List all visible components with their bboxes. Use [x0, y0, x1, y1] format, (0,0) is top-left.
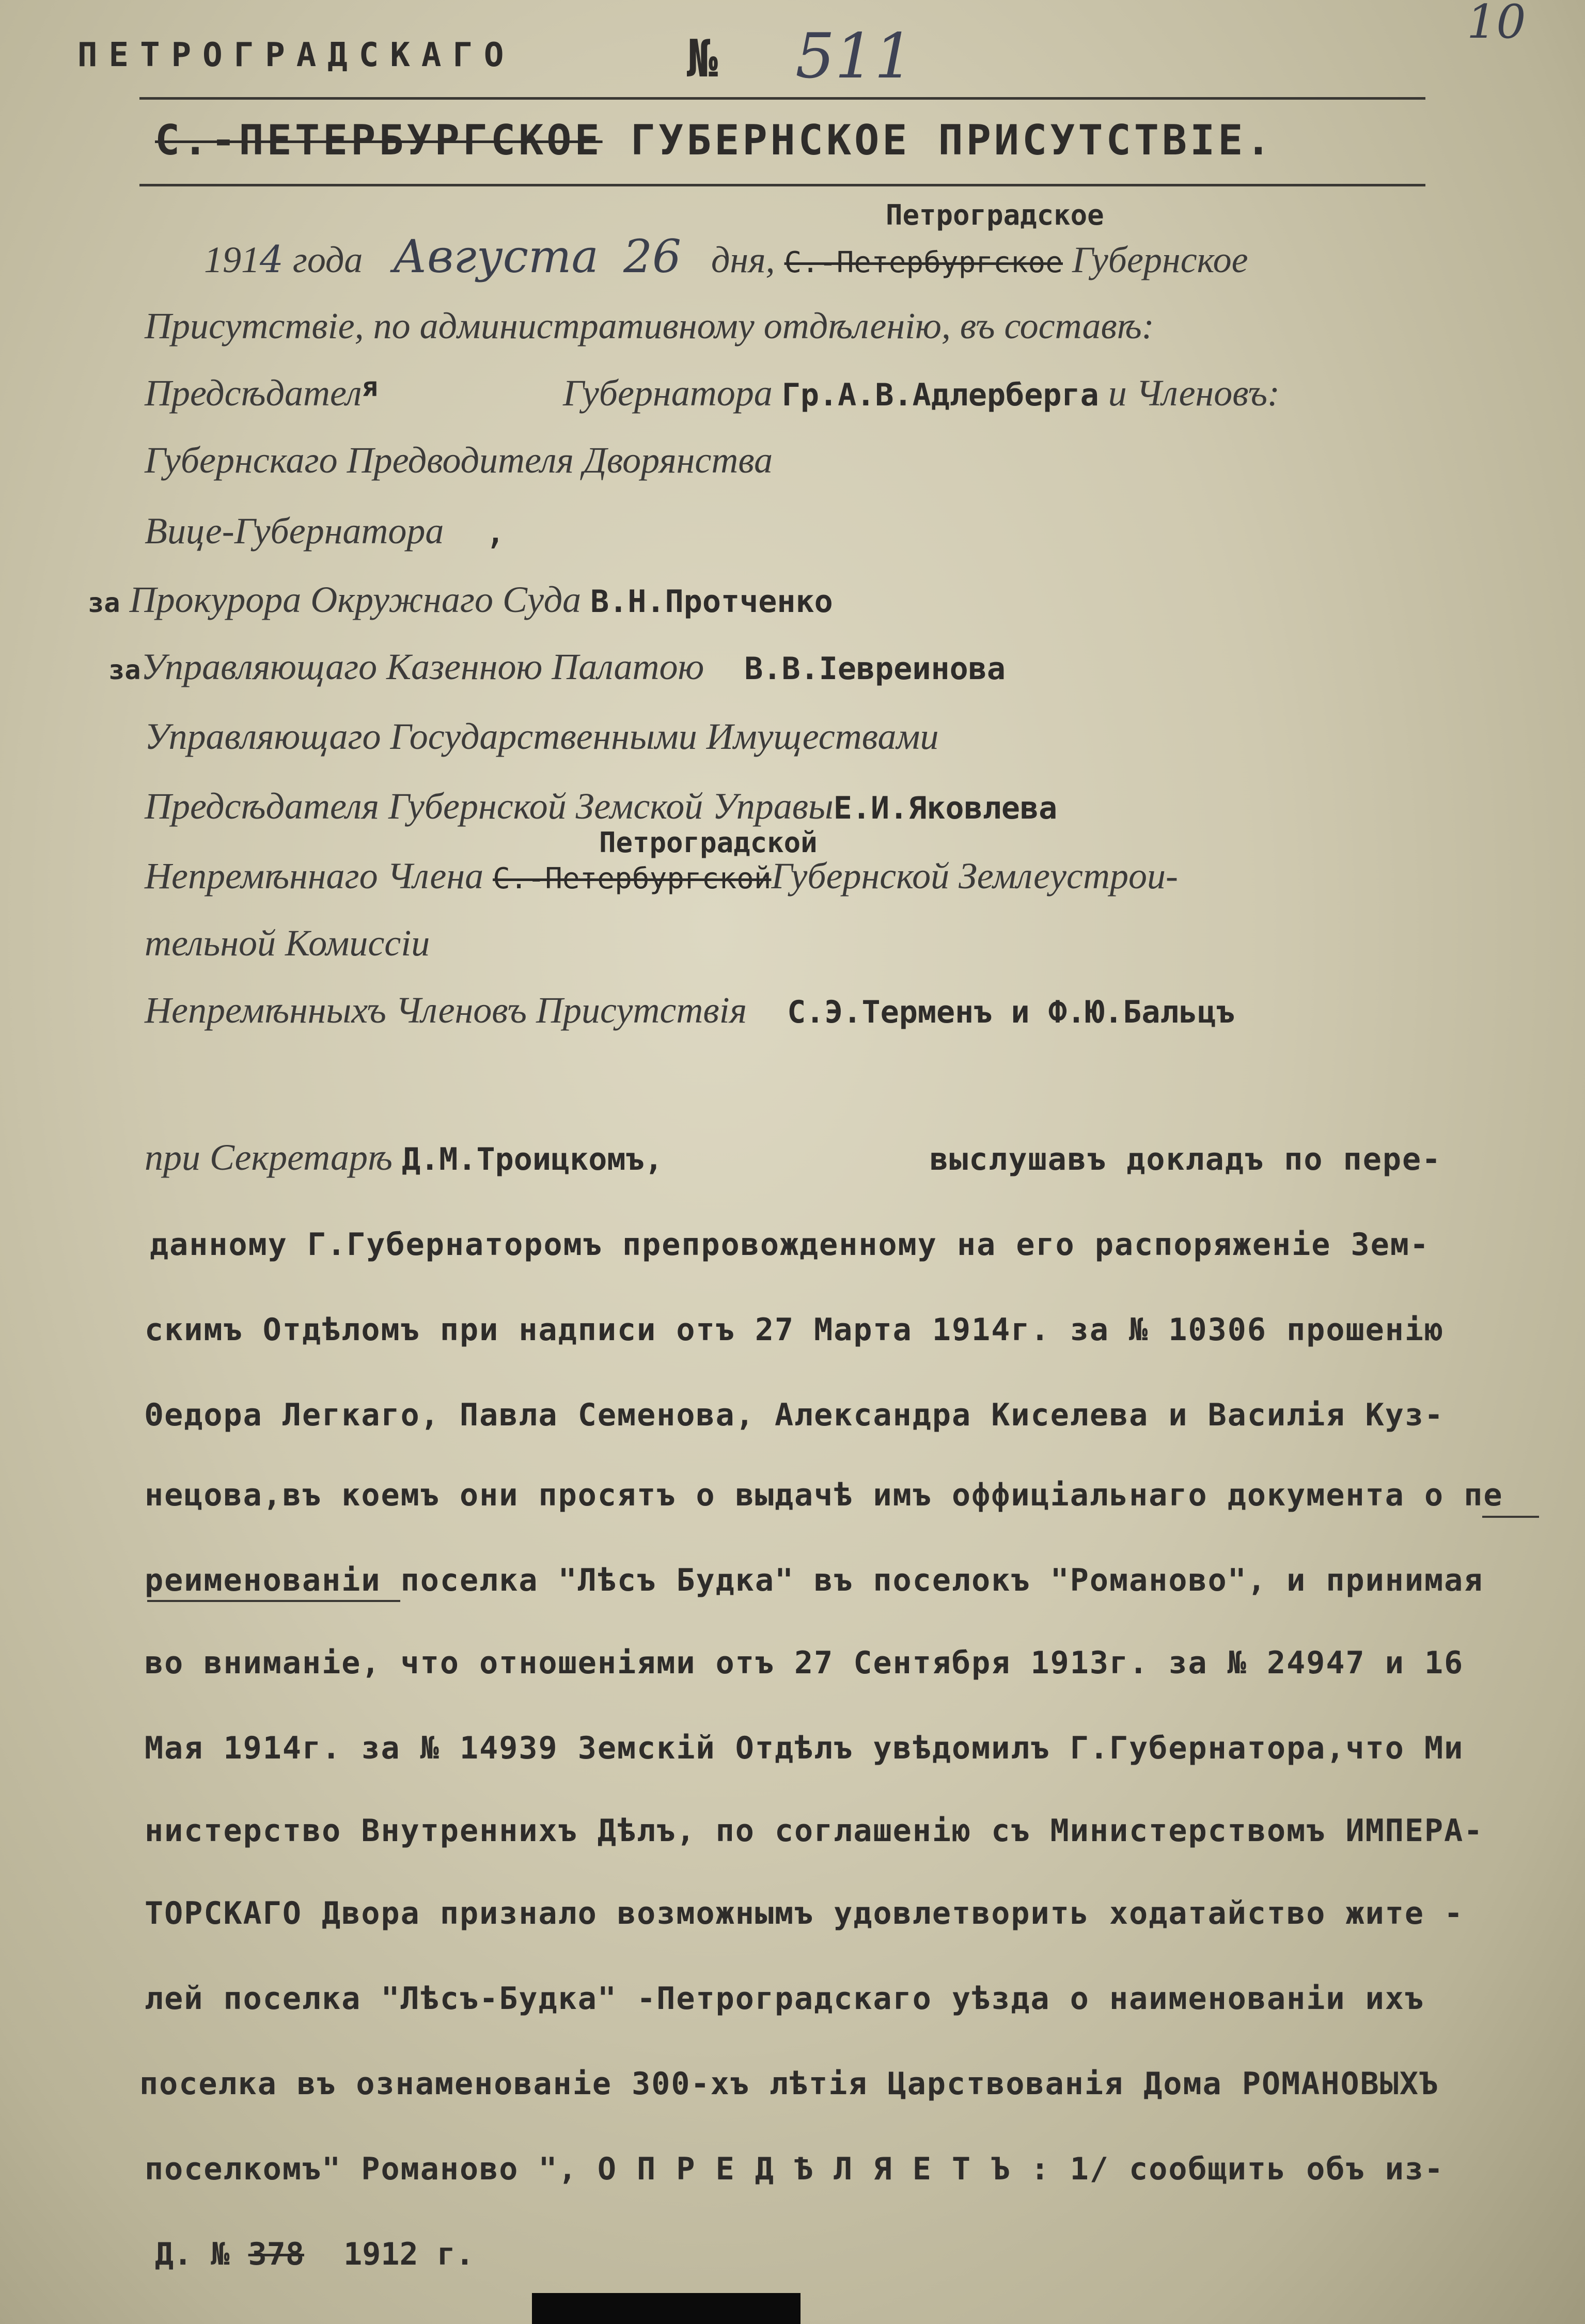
composition-line: Непремѣннаго Члена С.-ПетербургскойГубернской Землеустрои-	[145, 855, 1178, 897]
composition-line: Присутствіе, по административному отдѣленію, въ составѣ:	[145, 305, 1154, 347]
composition-line: Предсѣдателя Губернской Земской УправыЕ.И.Яковлева	[145, 786, 1058, 827]
title-struck: С.-ПЕТЕРБУРГСКОЕ	[155, 116, 603, 164]
header-rule-top	[139, 97, 1425, 100]
insert-above-petrograd: Петроградское	[886, 199, 1104, 231]
composition-line: тельной Комиссіи	[145, 922, 430, 964]
secretary-continuation: выслушавъ докладъ по пере-	[930, 1141, 1442, 1177]
binding-edge-shadow	[532, 2293, 801, 2324]
secretary-name: Д.М.Троицкомъ,	[402, 1141, 663, 1177]
body-line: реименованіи поселка "Лѣсъ Будка" въ поселокъ "Романово", и принимая	[145, 1562, 1484, 1598]
composition-line: Вице-Губернатора ,	[145, 509, 507, 552]
permanent-members-names: С.Э.Терменъ и Ф.Ю.Бальцъ	[787, 994, 1235, 1030]
underline-pe	[1482, 1516, 1539, 1518]
number-sign: №	[687, 28, 718, 89]
preamble-line: 1914 года Августа 26 дня, С.-Петербургское Губернское	[204, 230, 1248, 283]
header-rule-bottom	[139, 184, 1425, 186]
composition-line: Управляющаго Государственными Имуществами	[145, 716, 939, 757]
body-line: скимъ Отдѣломъ при надписи отъ 27 Марта 1914г. за № 10306 прошенію	[145, 1312, 1445, 1348]
body-line: Мая 1914г. за № 14939 Земскій Отдѣлъ увѣдомилъ Г.Губернатора,что Ми	[145, 1730, 1464, 1766]
case-number-footer: Д. № 378 1912 г.	[155, 2236, 474, 2272]
composition-line: за Прокурора Окружнаго Суда В.Н.Протченко	[88, 579, 833, 620]
body-line: во вниманіе, что отношеніями отъ 27 Сентября 1913г. за № 24947 и 16	[145, 1645, 1464, 1681]
body-line: нецова,въ коемъ они просятъ о выдачѣ имъ оффиціальнаго документа о пе	[145, 1477, 1503, 1513]
governor-name: Гр.А.В.Адлерберга	[781, 377, 1099, 413]
insert-above-petrogradskoi: Петроградской	[599, 826, 818, 859]
zemstvo-name: Е.И.Яковлева	[833, 790, 1058, 826]
header-city-line: ПЕТРОГРАДСКАГО	[77, 36, 515, 74]
month-handwritten: Августа	[393, 230, 599, 283]
page-number: 10	[1467, 0, 1526, 49]
body-line: лей поселка "Лѣсъ-Будка" -Петроградскаго уѣзда о наименованіи ихъ	[145, 1981, 1424, 2017]
underline-pereimenovanii	[147, 1600, 400, 1602]
body-line: данному Г.Губернаторомъ препровожденному на его распоряженіе Зем-	[150, 1227, 1430, 1263]
body-line: Θедора Легкаго, Павла Семенова, Александра Киселева и Василія Куз-	[145, 1397, 1445, 1433]
day-handwritten: 26	[623, 230, 681, 283]
composition-line: заУправляющаго Казенною Палатою В.В.Іевреинова	[108, 646, 1006, 687]
title-text: ГУБЕРНСКОЕ ПРИСУТСТВІЕ.	[630, 116, 1274, 164]
document-number: 511	[795, 21, 914, 92]
body-line: нистерство Внутреннихъ Дѣлъ, по соглашенію съ Министерствомъ ИМПЕРА-	[145, 1813, 1484, 1849]
page-title	[155, 116, 1274, 164]
treasury-name: В.В.Іевреинова	[744, 651, 1006, 687]
composition-line-governor: Губернатора Гр.А.В.Адлерберга и Членовъ:	[563, 372, 1280, 414]
prosecutor-name: В.Н.Протченко	[590, 584, 833, 620]
body-line: ТОРСКАГО Двора признало возможнымъ удовлетворить ходатайство жите -	[145, 1895, 1464, 1932]
body-line: поселкомъ" Романово ", О П Р Е Д Ѣ Л Я Е Т Ъ : 1/ сообщить объ из-	[145, 2151, 1445, 2187]
composition-line: Предсѣдател$^я$	[145, 372, 378, 414]
composition-line: Губернскаго Предводителя Дворянства	[145, 439, 773, 481]
body-line: поселка въ ознаменованіе 300-хъ лѣтія Царствованія Дома РОМАНОВЫХЪ	[139, 2066, 1439, 2102]
composition-line: Непремѣнныхъ Членовъ Присутствія С.Э.Терменъ и Ф.Ю.Бальцъ	[145, 990, 1235, 1031]
struck-name: С.-Петербургское	[784, 246, 1063, 279]
secretary-line: при Секретарѣ Д.М.Троицкомъ,	[145, 1137, 663, 1178]
